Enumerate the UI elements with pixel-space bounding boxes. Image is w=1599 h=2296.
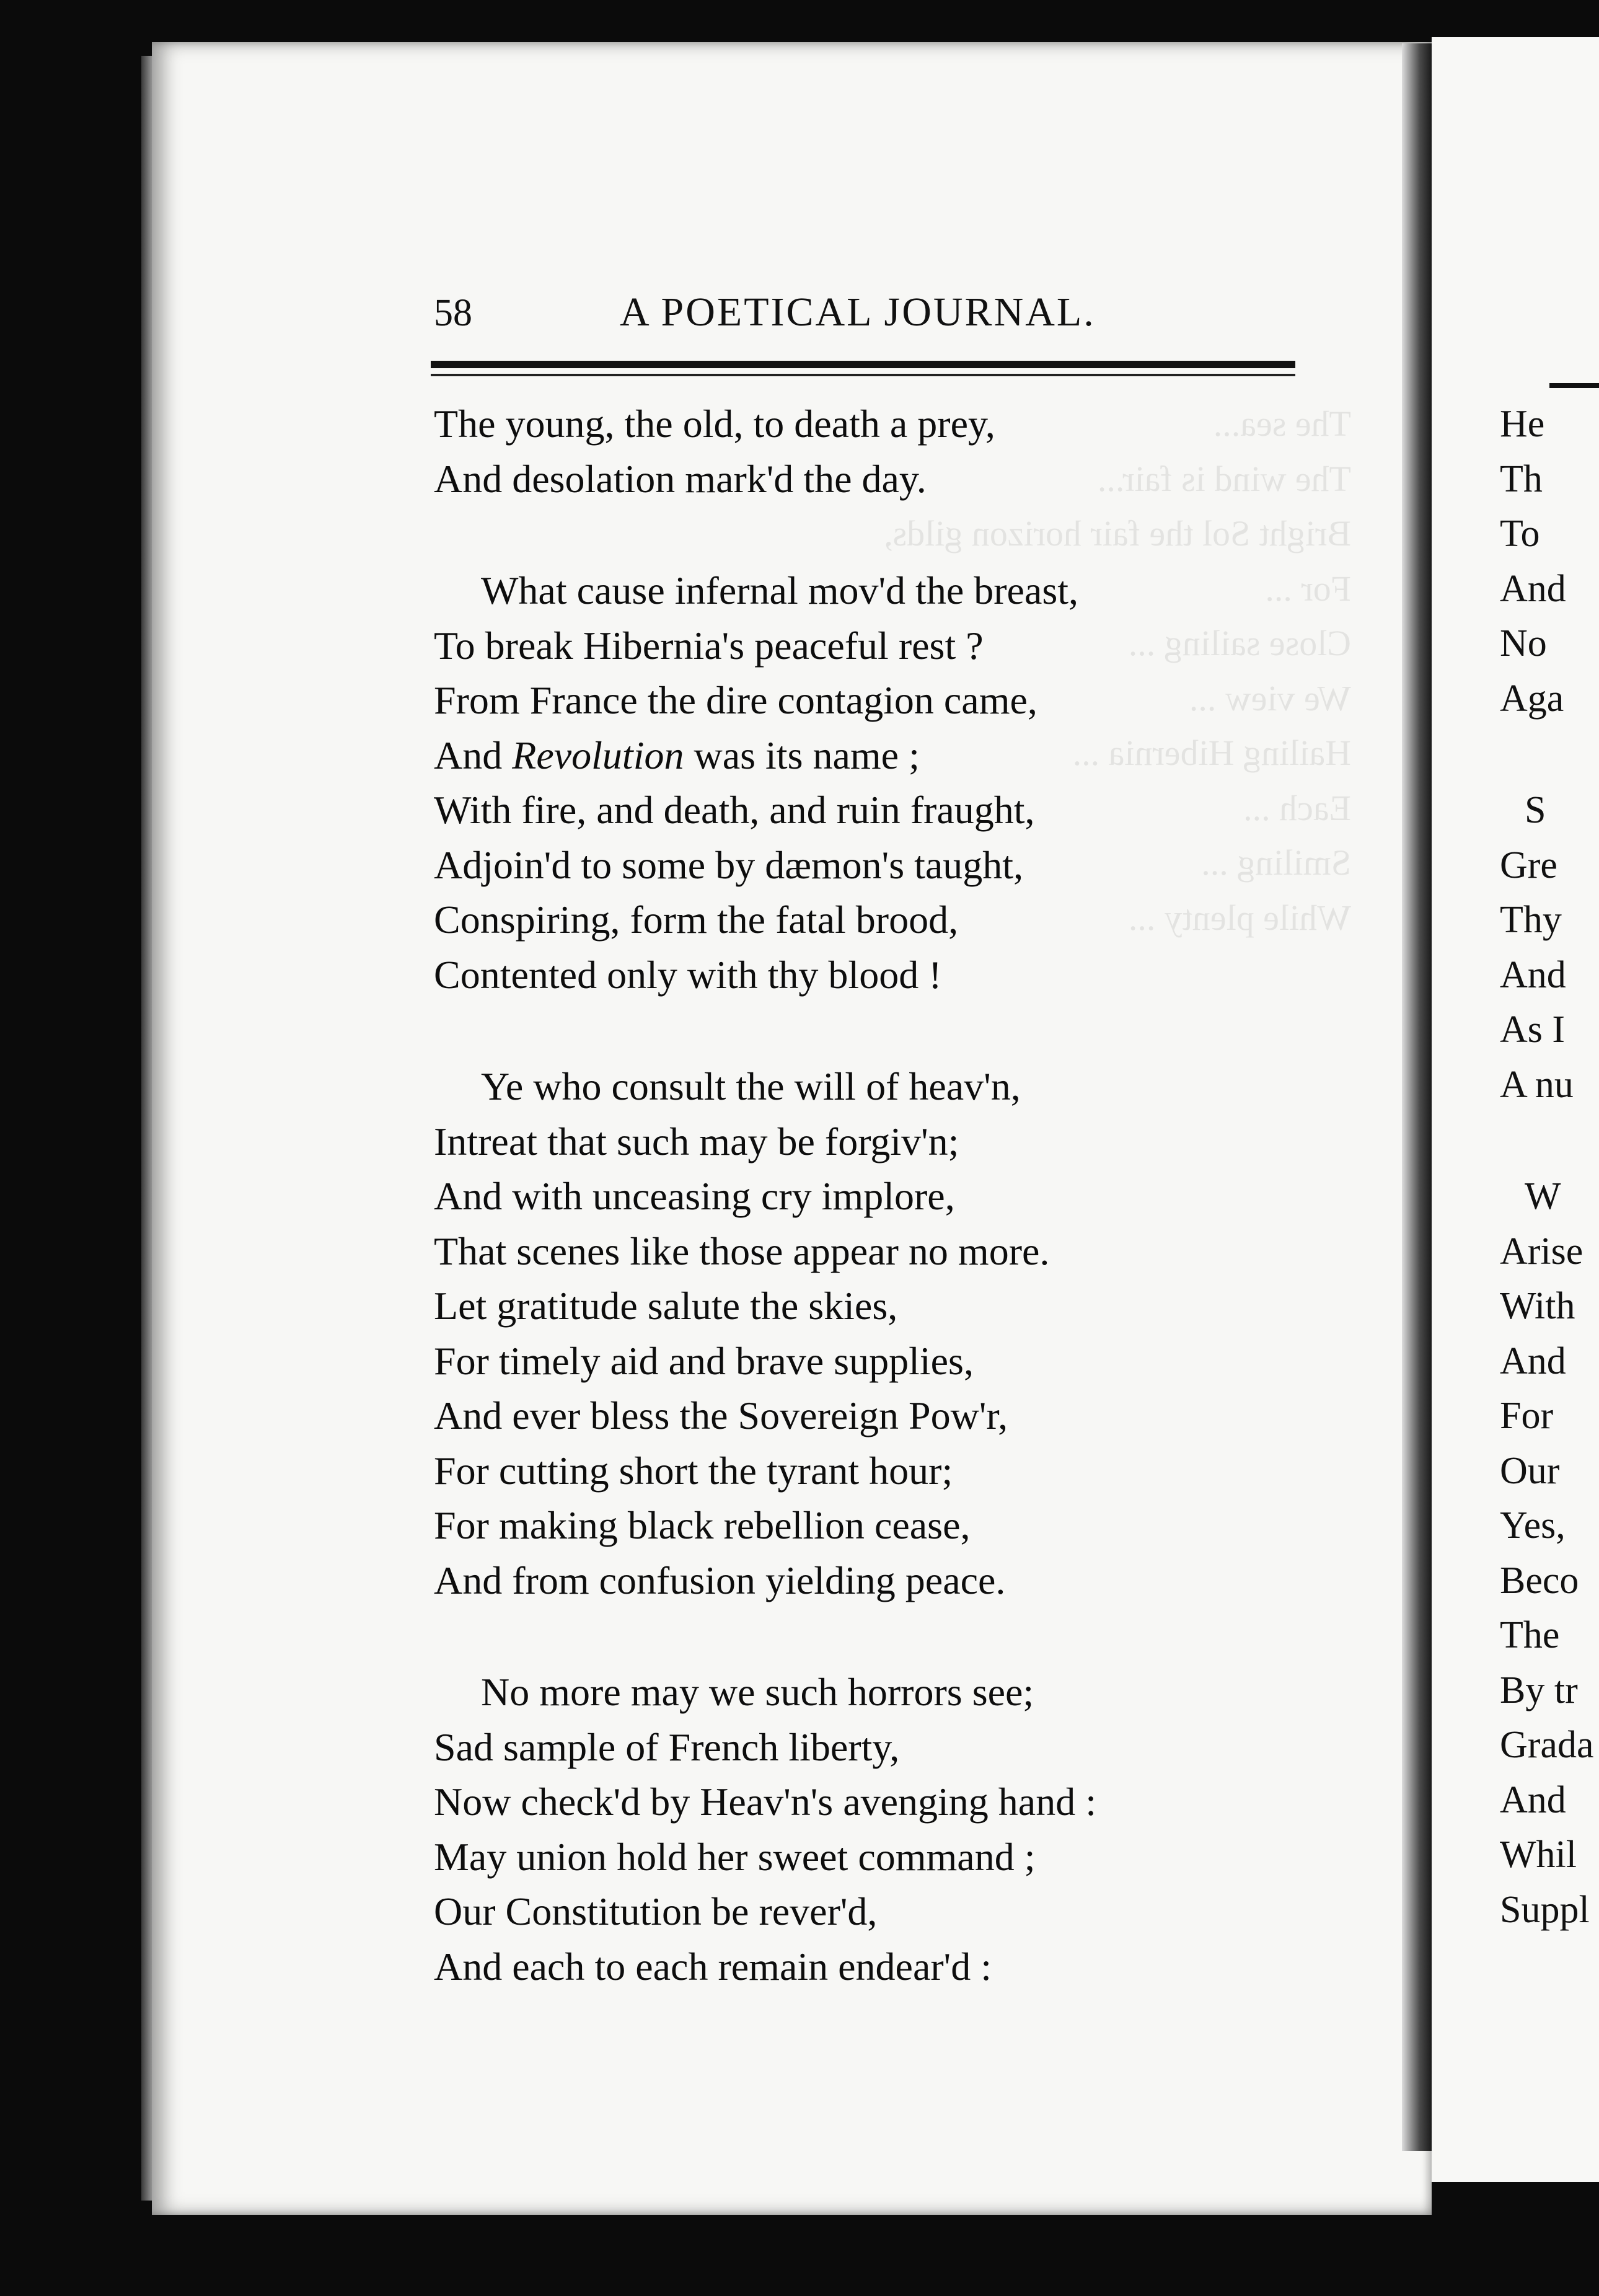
fragment-line: For [1500,1395,1554,1437]
fragment-line: To [1500,513,1540,555]
stanza-1 [434,397,1363,506]
fragment-line: A nu [1500,1063,1574,1106]
poem-line: And with unceasing cry implore, [434,1174,955,1218]
header-rule-thick [431,361,1295,368]
running-title: A POETICAL JOURNAL. [620,289,1096,335]
poem-line: Our Constitution be rever'd, [434,1889,878,1933]
book-gutter [1402,43,1432,2151]
poem-line: No more may we such horrors see; [481,1670,1034,1714]
poem-line: May union hold her sweet command ; [434,1834,1036,1879]
poem-line: Sad sample of French liberty, [434,1724,900,1769]
fragment-line: As I [1500,1009,1566,1051]
poem-line: With fire, and death, and ruin fraught, [434,788,1035,832]
fragment-line: Gre [1500,844,1557,886]
fragment-line: No [1500,622,1547,665]
fragment-line: S [1525,789,1546,831]
fragment-line: And [1500,953,1566,996]
poem-line: For timely aid and brave supplies, [434,1338,974,1383]
page-number: 58 [434,292,472,334]
stanza-3 [434,1059,1363,1608]
fragment-line: The [1500,1614,1560,1656]
poem-line: For cutting short the tyrant hour; [434,1448,953,1493]
poem-line: Contented only with thy blood ! [434,952,942,997]
poem-line: And each to each remain endear'd : [434,1944,992,1989]
fragment-line: Yes, [1500,1504,1566,1547]
poem-line: From France the dire contagion came, [434,678,1037,722]
right-page-rule [1549,383,1599,388]
poem-line: Let gratitude salute the skies, [434,1284,898,1328]
fragment-line: Our [1500,1449,1560,1492]
line-text: was its name ; [684,733,920,777]
poem-line: What cause infernal mov'd the breast, [481,568,1079,612]
poem-line: Now check'd by Heav'n's avenging hand : [434,1780,1096,1824]
poem-line: And from confusion yielding peace. [434,1558,1006,1602]
fragment-line: With [1500,1285,1575,1327]
poem-text [434,397,1363,2051]
fragment-line: And [1500,1778,1566,1821]
fragment-line: He [1500,403,1545,445]
poem-line: And ever bless the Sovereign Pow'r, [434,1393,1008,1437]
fragment-line: And [1500,1340,1566,1382]
fragment-line: Whil [1500,1834,1577,1876]
fragment-line: Arise [1500,1230,1584,1273]
fragment-line: By tr [1500,1669,1578,1711]
poem-line: To break Hibernia's peaceful rest ? [434,623,984,668]
poem-line: That scenes like those appear no more. [434,1229,1050,1273]
fragment-line: And [1500,567,1566,610]
poem-line: And desolation mark'd the day. [434,456,927,501]
stanza-gap [1500,1112,1593,1169]
poem-line: Adjoin'd to some by dæmon's taught, [434,842,1024,887]
fragment-line: Thy [1500,899,1562,941]
stanza-2 [434,563,1363,1002]
fragment-line: Th [1500,457,1543,500]
fragment-line: Aga [1500,677,1564,720]
poem-line: Ye who consult the will of heav'n, [481,1064,1021,1108]
poem-line: For making black rebellion cease, [434,1503,971,1547]
line-text: And [434,733,513,777]
fragment-line: W [1525,1175,1561,1217]
italic-word: Revolution [512,733,684,777]
poem-line: The young, the old, to death a prey, [434,402,995,446]
right-page-text-fragments [1500,397,1593,1937]
fragment-line: Suppl [1500,1888,1590,1931]
stanza-4 [434,1665,1363,1994]
poem-line-with-italic [434,728,1363,784]
fragment-line: Grada [1500,1724,1594,1766]
poem-line: Intreat that such may be forgiv'n; [434,1119,959,1163]
fragment-line: Beco [1500,1559,1579,1602]
header-rule-thin [431,374,1295,376]
stanza-gap [1500,726,1593,783]
poem-line: Conspiring, form the fatal brood, [434,898,959,942]
